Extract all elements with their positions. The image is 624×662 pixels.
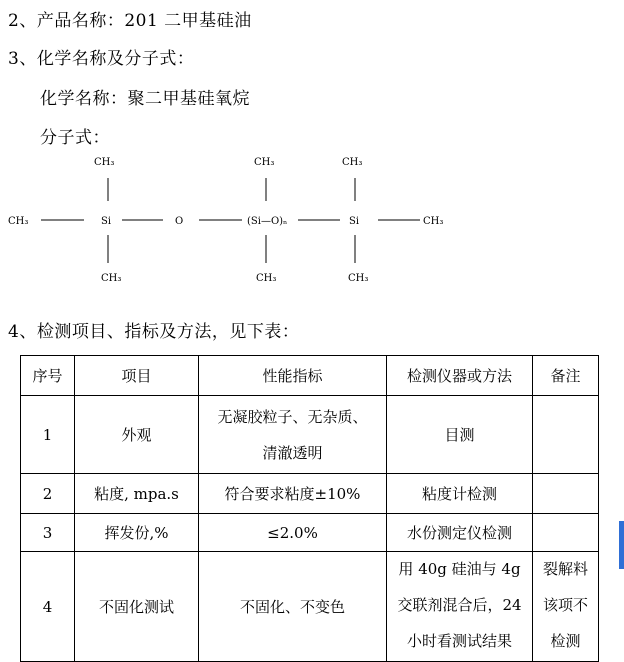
si-2: Si [349,216,360,227]
row-4-remark [533,552,599,662]
row-4-remark-line1: 裂解料 [542,560,588,578]
table-row [21,474,599,514]
row-3-no: 3 [21,514,75,552]
structural-formula [0,145,460,290]
ch3-bottom-2: CH₃ [256,273,277,284]
row-1-method: 目测 [387,396,533,474]
row-3-spec: ≤2.0% [199,514,387,552]
header-remark: 备注 [533,356,599,396]
ch3-top-3: CH₃ [342,157,363,168]
chem-name-line: 化学名称：聚二甲基硅氧烷 [40,89,250,109]
section-chem-heading: 3、化学名称及分子式： [8,49,195,69]
table-row [21,396,599,474]
row-2-item: 粘度, mpa.s [75,474,199,514]
table-row [21,514,599,552]
row-4-remark-line3: 检测 [550,632,581,650]
row-2-no: 2 [21,474,75,514]
row-4-method [387,552,533,662]
header-spec: 性能指标 [199,356,387,396]
ch3-top-2: CH₃ [254,157,275,168]
row-2-method: 粘度计检测 [387,474,533,514]
row-4-item: 不固化测试 [75,552,199,662]
ch3-right: CH₃ [423,216,444,227]
row-4-method-line1: 用 40g 硅油与 4g [398,560,521,578]
row-4-method-line3: 小时看测试结果 [406,632,512,650]
row-4-no: 4 [21,552,75,662]
row-3-item: 挥发份,% [75,514,199,552]
row-2-spec: 符合要求粘度±10% [199,474,387,514]
row-4-method-line2: 交联剂混合后，24 [397,596,522,614]
table-header-row [21,356,599,396]
ch3-left: CH₃ [8,216,29,227]
row-3-method: 水份测定仪检测 [387,514,533,552]
row-2-remark [533,474,599,514]
section-test-heading: 4、检测项目、指标及方法，见下表： [8,322,300,342]
row-1-remark [533,396,599,474]
oxygen: O [175,216,184,227]
row-1-spec-line1: 无凝胶粒子、无杂质、 [217,407,368,426]
ch3-top-1: CH₃ [94,157,115,168]
ch3-bottom-3: CH₃ [348,273,369,284]
header-method: 检测仪器或方法 [387,356,533,396]
row-1-no: 1 [21,396,75,474]
row-3-remark [533,514,599,552]
ch3-bottom-1: CH₃ [101,273,122,284]
row-4-remark-line2: 该项不 [542,596,588,614]
si-1: Si [101,216,112,227]
header-no: 序号 [21,356,75,396]
formula-label: 分子式： [40,128,110,148]
row-1-spec [199,396,387,474]
scroll-marker [619,521,624,569]
row-1-spec-line2: 清澈透明 [262,443,323,462]
row-1-item: 外观 [75,396,199,474]
table-row [21,552,599,662]
repeat-unit: (Si—O)ₙ [247,216,288,227]
row-4-spec: 不固化、不变色 [199,552,387,662]
header-item: 项目 [75,356,199,396]
test-spec-table [20,355,599,662]
section-product-name: 2、产品名称：201 二甲基硅油 [8,11,252,31]
